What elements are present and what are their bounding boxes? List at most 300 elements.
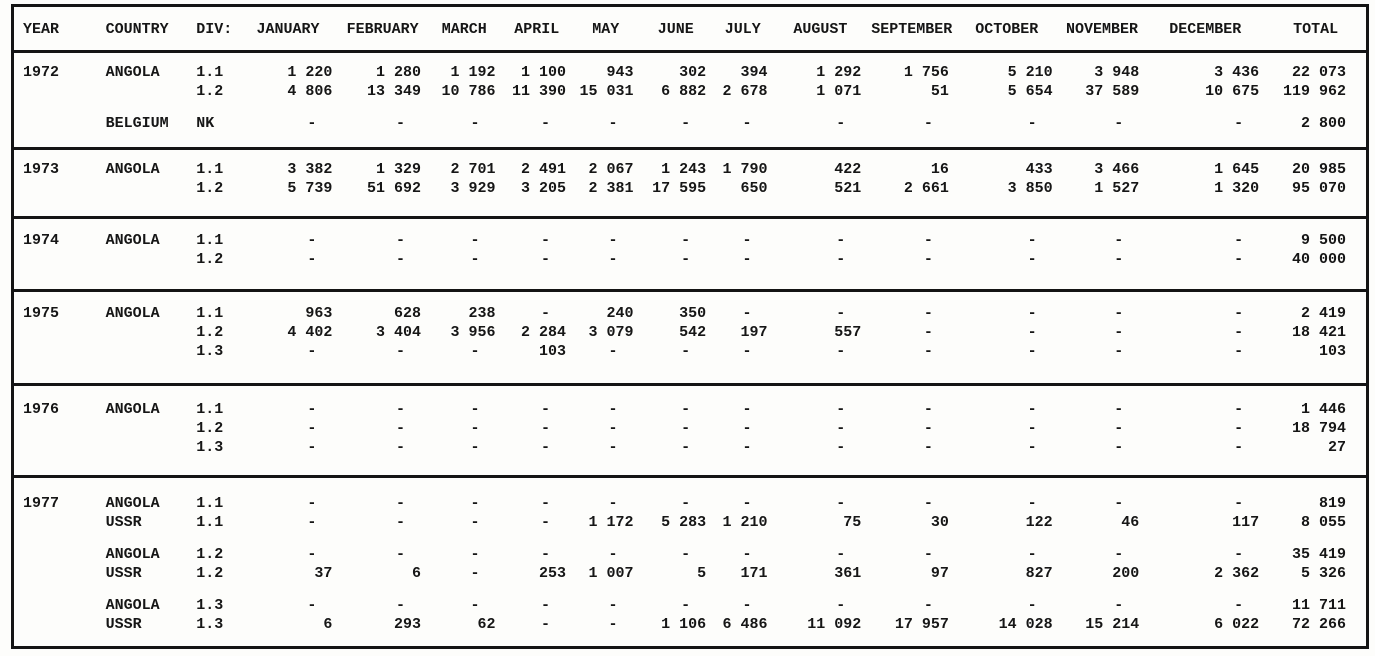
- month-value-cell: 542: [679, 324, 707, 341]
- country-cell: [97, 438, 188, 457]
- month-value-cell: -: [541, 401, 551, 418]
- year-cell: [14, 438, 97, 457]
- month-value-cell: -: [608, 401, 618, 418]
- year-group-1972: [14, 52, 1366, 149]
- year-cell: 1976: [23, 401, 60, 418]
- division-cell: 1.3: [196, 597, 224, 614]
- month-value-cell: 521: [834, 180, 862, 197]
- month-value-cell: 62: [477, 616, 496, 633]
- group-top-spacer: [14, 291, 1366, 305]
- year-group-1974: [14, 218, 1366, 291]
- month-value-cell: -: [395, 251, 405, 268]
- month-value-cell: 6: [323, 616, 333, 633]
- group-top-spacer: [14, 218, 1366, 232]
- month-value-cell: -: [608, 420, 618, 437]
- month-value-cell: -: [1114, 597, 1124, 614]
- month-value-cell: -: [681, 343, 691, 360]
- month-value-cell: -: [1234, 420, 1244, 437]
- total-value-cell: 119 962: [1282, 83, 1346, 100]
- division-cell: 1.1: [196, 64, 224, 81]
- month-value-cell: -: [541, 251, 551, 268]
- month-value-cell: -: [923, 401, 933, 418]
- data-row: [14, 179, 1366, 198]
- month-value-cell: 1 790: [722, 161, 768, 178]
- month-value-cell: 350: [679, 305, 707, 322]
- country-cell: USSR: [105, 565, 142, 582]
- spacer-cell: [14, 269, 1366, 291]
- month-value-cell: -: [470, 115, 480, 132]
- month-value-cell: 1 320: [1214, 180, 1260, 197]
- month-value-cell: 6 486: [722, 616, 768, 633]
- year-cell: [14, 250, 97, 269]
- year-group-1977: [14, 477, 1366, 656]
- total-value-cell: 18 794: [1291, 420, 1346, 437]
- month-value-cell: -: [923, 305, 933, 322]
- month-value-cell: -: [1027, 597, 1037, 614]
- month-value-cell: -: [541, 514, 551, 531]
- column-header-january: JANUARY: [238, 7, 339, 52]
- month-value-cell: -: [836, 115, 846, 132]
- country-cell: ANGOLA: [105, 495, 160, 512]
- month-value-cell: -: [923, 546, 933, 563]
- month-value-cell: -: [1027, 251, 1037, 268]
- data-row: [14, 323, 1366, 342]
- month-value-cell: -: [1114, 343, 1124, 360]
- year-group-1973: [14, 149, 1366, 218]
- country-cell: ANGOLA: [105, 161, 160, 178]
- total-value-cell: 20 985: [1291, 161, 1346, 178]
- monthly-data-table: [14, 7, 1366, 656]
- month-value-cell: 97: [930, 565, 949, 582]
- month-value-cell: 302: [679, 64, 707, 81]
- month-value-cell: 2 678: [722, 83, 768, 100]
- month-value-cell: 17 957: [894, 616, 949, 633]
- month-value-cell: -: [1114, 305, 1124, 322]
- month-value-cell: 422: [834, 161, 862, 178]
- month-value-cell: 1 172: [588, 514, 634, 531]
- month-value-cell: -: [1234, 597, 1244, 614]
- data-row: [14, 615, 1366, 634]
- data-row: [14, 304, 1366, 323]
- month-value-cell: 394: [740, 64, 768, 81]
- column-header-september: SEPTEMBER: [867, 7, 955, 52]
- country-cell: BELGIUM: [105, 115, 169, 132]
- month-value-cell: 1 220: [287, 64, 333, 81]
- country-cell: ANGOLA: [105, 305, 160, 322]
- month-value-cell: -: [742, 597, 752, 614]
- column-header-december: DECEMBER: [1145, 7, 1265, 52]
- year-cell: [14, 596, 97, 615]
- month-value-cell: -: [307, 115, 317, 132]
- month-value-cell: -: [1027, 343, 1037, 360]
- month-value-cell: -: [1234, 232, 1244, 249]
- spacer-cell: [14, 583, 1366, 596]
- year-cell: [14, 615, 97, 634]
- month-value-cell: -: [1114, 115, 1124, 132]
- month-value-cell: -: [470, 401, 480, 418]
- month-value-cell: 1 192: [450, 64, 496, 81]
- month-value-cell: 240: [606, 305, 634, 322]
- spacer-cell: [14, 133, 1366, 149]
- month-value-cell: -: [923, 232, 933, 249]
- data-row: [14, 513, 1366, 532]
- month-value-cell: -: [742, 232, 752, 249]
- month-value-cell: -: [681, 439, 691, 456]
- year-cell: [14, 419, 97, 438]
- month-value-cell: -: [742, 420, 752, 437]
- month-value-cell: 2 362: [1214, 565, 1260, 582]
- month-value-cell: -: [1234, 495, 1244, 512]
- month-value-cell: -: [608, 115, 618, 132]
- month-value-cell: -: [1027, 232, 1037, 249]
- country-cell: USSR: [105, 514, 142, 531]
- total-value-cell: 1 446: [1300, 401, 1346, 418]
- month-value-cell: -: [1114, 232, 1124, 249]
- month-value-cell: -: [1234, 251, 1244, 268]
- month-value-cell: -: [608, 232, 618, 249]
- month-value-cell: -: [541, 439, 551, 456]
- division-cell: 1.1: [196, 401, 224, 418]
- sub-group-spacer: [14, 101, 1366, 114]
- month-value-cell: 2 381: [588, 180, 634, 197]
- month-value-cell: 6 022: [1214, 616, 1260, 633]
- month-value-cell: -: [395, 439, 405, 456]
- header-row: [14, 7, 1366, 52]
- division-cell: 1.2: [196, 420, 224, 437]
- month-value-cell: -: [1234, 343, 1244, 360]
- month-value-cell: 2 491: [521, 161, 567, 178]
- month-value-cell: -: [836, 305, 846, 322]
- country-cell: ANGOLA: [105, 546, 160, 563]
- month-value-cell: -: [470, 232, 480, 249]
- month-value-cell: 51 692: [366, 180, 421, 197]
- month-value-cell: 1 106: [661, 616, 707, 633]
- group-bottom-spacer: [14, 634, 1366, 656]
- month-value-cell: -: [1114, 401, 1124, 418]
- total-value-cell: 2 800: [1300, 115, 1346, 132]
- column-header-div: DIV:: [187, 7, 237, 52]
- month-value-cell: -: [395, 546, 405, 563]
- total-value-cell: 11 711: [1291, 597, 1346, 614]
- division-cell: 1.2: [196, 83, 224, 100]
- month-value-cell: -: [1027, 546, 1037, 563]
- month-value-cell: 361: [834, 565, 862, 582]
- month-value-cell: 75: [843, 514, 862, 531]
- data-row: [14, 63, 1366, 82]
- month-value-cell: -: [307, 546, 317, 563]
- month-value-cell: -: [836, 546, 846, 563]
- country-cell: [97, 82, 188, 101]
- month-value-cell: -: [742, 343, 752, 360]
- column-header-november: NOVEMBER: [1059, 7, 1146, 52]
- month-value-cell: -: [1027, 305, 1037, 322]
- month-value-cell: -: [836, 401, 846, 418]
- month-value-cell: 200: [1112, 565, 1140, 582]
- group-bottom-spacer: [14, 457, 1366, 477]
- month-value-cell: -: [608, 251, 618, 268]
- month-value-cell: 13 349: [366, 83, 421, 100]
- month-value-cell: -: [541, 115, 551, 132]
- month-value-cell: -: [681, 401, 691, 418]
- total-value-cell: 5 326: [1300, 565, 1346, 582]
- division-cell: 1.1: [196, 232, 224, 249]
- month-value-cell: 3 929: [450, 180, 496, 197]
- month-value-cell: 2 661: [903, 180, 949, 197]
- total-value-cell: 72 266: [1291, 616, 1346, 633]
- month-value-cell: 37: [314, 565, 333, 582]
- month-value-cell: 3 436: [1214, 64, 1260, 81]
- month-value-cell: -: [541, 305, 551, 322]
- month-value-cell: 1 280: [375, 64, 421, 81]
- sub-group-spacer: [14, 583, 1366, 596]
- month-value-cell: -: [1114, 546, 1124, 563]
- data-row: [14, 342, 1366, 361]
- total-value-cell: 27: [1327, 439, 1346, 456]
- month-value-cell: -: [836, 232, 846, 249]
- total-value-cell: 2 419: [1300, 305, 1346, 322]
- month-value-cell: -: [470, 514, 480, 531]
- column-header-august: AUGUST: [774, 7, 868, 52]
- spacer-cell: [14, 477, 1366, 495]
- month-value-cell: 10 786: [441, 83, 496, 100]
- data-row: [14, 419, 1366, 438]
- month-value-cell: 3 850: [1007, 180, 1053, 197]
- month-value-cell: -: [470, 251, 480, 268]
- month-value-cell: 628: [393, 305, 421, 322]
- month-value-cell: -: [923, 597, 933, 614]
- month-value-cell: -: [836, 597, 846, 614]
- month-value-cell: -: [395, 495, 405, 512]
- month-value-cell: 3 466: [1094, 161, 1140, 178]
- month-value-cell: 4 402: [287, 324, 333, 341]
- month-value-cell: -: [470, 343, 480, 360]
- month-value-cell: -: [541, 546, 551, 563]
- month-value-cell: -: [836, 420, 846, 437]
- month-value-cell: -: [307, 232, 317, 249]
- column-header-total: TOTAL: [1265, 7, 1366, 52]
- country-cell: [97, 419, 188, 438]
- column-header-october: OCTOBER: [955, 7, 1059, 52]
- country-cell: ANGOLA: [105, 597, 160, 614]
- spacer-cell: [14, 198, 1366, 218]
- year-cell: 1975: [23, 305, 60, 322]
- month-value-cell: -: [1027, 401, 1037, 418]
- total-value-cell: 18 421: [1291, 324, 1346, 341]
- column-header-april: APRIL: [502, 7, 573, 52]
- spacer-cell: [14, 52, 1366, 64]
- month-value-cell: 943: [606, 64, 634, 81]
- division-cell: 1.3: [196, 616, 224, 633]
- month-value-cell: -: [1234, 305, 1244, 322]
- month-value-cell: 46: [1121, 514, 1140, 531]
- month-value-cell: -: [1234, 439, 1244, 456]
- month-value-cell: 650: [740, 180, 768, 197]
- month-value-cell: -: [1027, 495, 1037, 512]
- month-value-cell: -: [608, 597, 618, 614]
- month-value-cell: -: [923, 324, 933, 341]
- month-value-cell: -: [395, 343, 405, 360]
- month-value-cell: -: [1027, 324, 1037, 341]
- month-value-cell: 2 284: [521, 324, 567, 341]
- division-cell: 1.2: [196, 324, 224, 341]
- year-cell: 1973: [23, 161, 60, 178]
- month-value-cell: -: [681, 115, 691, 132]
- month-value-cell: -: [395, 115, 405, 132]
- total-value-cell: 35 419: [1291, 546, 1346, 563]
- month-value-cell: 1 756: [903, 64, 949, 81]
- total-value-cell: 40 000: [1291, 251, 1346, 268]
- month-value-cell: 3 956: [450, 324, 496, 341]
- month-value-cell: -: [541, 232, 551, 249]
- month-value-cell: -: [307, 597, 317, 614]
- month-value-cell: 6: [411, 565, 421, 582]
- month-value-cell: -: [395, 232, 405, 249]
- month-value-cell: -: [923, 439, 933, 456]
- column-header-february: FEBRUARY: [338, 7, 427, 52]
- month-value-cell: -: [923, 343, 933, 360]
- month-value-cell: 827: [1025, 565, 1053, 582]
- month-value-cell: 1 527: [1094, 180, 1140, 197]
- month-value-cell: -: [541, 616, 551, 633]
- total-value-cell: 103: [1318, 343, 1346, 360]
- division-cell: 1.2: [196, 180, 224, 197]
- month-value-cell: -: [307, 439, 317, 456]
- month-value-cell: 197: [740, 324, 768, 341]
- column-header-may: MAY: [572, 7, 639, 52]
- country-cell: ANGOLA: [105, 64, 160, 81]
- division-cell: 1.1: [196, 514, 224, 531]
- month-value-cell: -: [470, 565, 480, 582]
- month-value-cell: -: [742, 305, 752, 322]
- year-cell: [14, 564, 97, 583]
- month-value-cell: -: [1234, 115, 1244, 132]
- division-cell: 1.2: [196, 251, 224, 268]
- month-value-cell: -: [470, 439, 480, 456]
- month-value-cell: 11 092: [807, 616, 862, 633]
- month-value-cell: 2 067: [588, 161, 634, 178]
- group-top-spacer: [14, 385, 1366, 401]
- month-value-cell: 3 205: [521, 180, 567, 197]
- column-header-june: JUNE: [640, 7, 713, 52]
- month-value-cell: 293: [393, 616, 421, 633]
- month-value-cell: -: [681, 420, 691, 437]
- country-cell: [97, 342, 188, 361]
- year-cell: [14, 513, 97, 532]
- table-header: [14, 7, 1366, 52]
- year-group-1976: [14, 385, 1366, 477]
- month-value-cell: 253: [539, 565, 567, 582]
- month-value-cell: 5 654: [1007, 83, 1053, 100]
- month-value-cell: 5 739: [287, 180, 333, 197]
- month-value-cell: 10 675: [1205, 83, 1260, 100]
- total-value-cell: 8 055: [1300, 514, 1346, 531]
- month-value-cell: -: [836, 251, 846, 268]
- year-cell: [14, 342, 97, 361]
- division-cell: 1.2: [196, 546, 224, 563]
- spacer-cell: [14, 218, 1366, 232]
- month-value-cell: 238: [468, 305, 496, 322]
- month-value-cell: 11 390: [512, 83, 567, 100]
- month-value-cell: -: [307, 514, 317, 531]
- month-value-cell: -: [541, 597, 551, 614]
- month-value-cell: -: [1114, 251, 1124, 268]
- division-cell: 1.3: [196, 343, 224, 360]
- month-value-cell: -: [681, 597, 691, 614]
- month-value-cell: 1 007: [588, 565, 634, 582]
- month-value-cell: 15 031: [579, 83, 634, 100]
- country-cell: [97, 179, 188, 198]
- data-row: [14, 438, 1366, 457]
- group-top-spacer: [14, 149, 1366, 161]
- column-header-country: COUNTRY: [97, 7, 188, 52]
- month-value-cell: -: [395, 514, 405, 531]
- month-value-cell: -: [681, 251, 691, 268]
- month-value-cell: 1 210: [722, 514, 768, 531]
- month-value-cell: 3 079: [588, 324, 634, 341]
- month-value-cell: 171: [740, 565, 768, 582]
- month-value-cell: -: [742, 439, 752, 456]
- month-value-cell: -: [742, 115, 752, 132]
- month-value-cell: -: [307, 343, 317, 360]
- month-value-cell: 14 028: [998, 616, 1053, 633]
- table-frame: [11, 4, 1369, 649]
- month-value-cell: -: [742, 546, 752, 563]
- year-cell: [14, 179, 97, 198]
- month-value-cell: 1 100: [521, 64, 567, 81]
- month-value-cell: 1 243: [661, 161, 707, 178]
- month-value-cell: -: [470, 495, 480, 512]
- spacer-cell: [14, 149, 1366, 161]
- data-row: [14, 160, 1366, 179]
- total-value-cell: 95 070: [1291, 180, 1346, 197]
- year-group-1975: [14, 291, 1366, 385]
- month-value-cell: 3 948: [1094, 64, 1140, 81]
- group-top-spacer: [14, 52, 1366, 64]
- spacer-cell: [14, 361, 1366, 385]
- month-value-cell: -: [470, 546, 480, 563]
- month-value-cell: 16: [930, 161, 949, 178]
- group-bottom-spacer: [14, 361, 1366, 385]
- year-cell: [14, 82, 97, 101]
- month-value-cell: -: [923, 251, 933, 268]
- country-cell: ANGOLA: [105, 401, 160, 418]
- month-value-cell: -: [395, 420, 405, 437]
- data-row: [14, 250, 1366, 269]
- country-cell: USSR: [105, 616, 142, 633]
- month-value-cell: 6 882: [661, 83, 707, 100]
- month-value-cell: 2 701: [450, 161, 496, 178]
- month-value-cell: 3 404: [375, 324, 421, 341]
- month-value-cell: -: [307, 251, 317, 268]
- year-cell: 1977: [23, 495, 60, 512]
- month-value-cell: 15 214: [1085, 616, 1140, 633]
- month-value-cell: -: [307, 495, 317, 512]
- spacer-cell: [14, 385, 1366, 401]
- total-value-cell: 819: [1318, 495, 1346, 512]
- country-cell: [97, 250, 188, 269]
- month-value-cell: -: [307, 420, 317, 437]
- month-value-cell: -: [608, 616, 618, 633]
- total-value-cell: 22 073: [1291, 64, 1346, 81]
- month-value-cell: 5 210: [1007, 64, 1053, 81]
- division-cell: 1.1: [196, 161, 224, 178]
- month-value-cell: -: [742, 495, 752, 512]
- year-cell: 1972: [23, 64, 60, 81]
- spacer-cell: [14, 291, 1366, 305]
- group-bottom-spacer: [14, 269, 1366, 291]
- month-value-cell: 51: [930, 83, 949, 100]
- group-top-spacer: [14, 477, 1366, 495]
